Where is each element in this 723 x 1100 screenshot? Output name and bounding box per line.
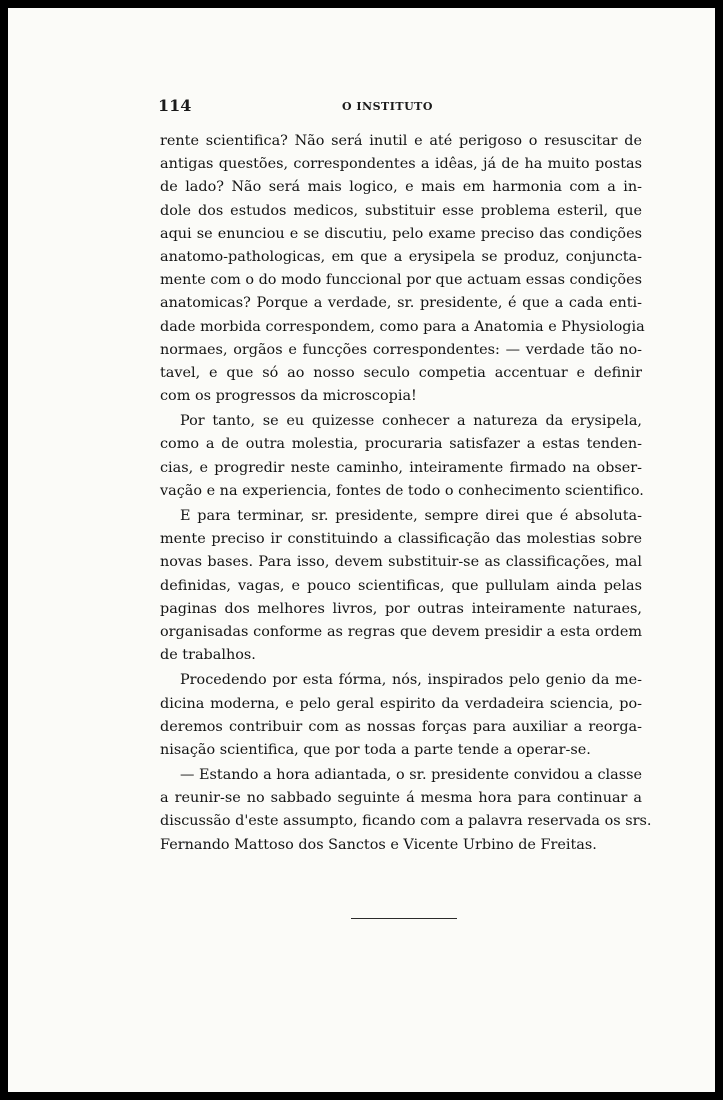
text-line: nisação scientifica, que por toda a parte tende a operar-se. bbox=[160, 741, 591, 758]
text-line: novas bases. Para isso, devem substituir-se as classificações, mal bbox=[160, 554, 642, 571]
text-line: antigas questões, correspondentes a idêas, já de ha muito postas bbox=[160, 156, 642, 173]
text-line: como a de outra molestia, procuraria satisfazer a estas tenden- bbox=[160, 436, 642, 453]
page-sheet bbox=[8, 8, 715, 1092]
text-line: definidas, vagas, e pouco scientificas, que pullulam ainda pelas bbox=[160, 577, 642, 594]
text-line: anatomo-pathologicas, em que a erysipela se produz, conjuncta- bbox=[160, 248, 642, 265]
text-line: mente com o do modo funccional por que actuam essas condições bbox=[160, 272, 642, 289]
text-line: a reunir-se no sabbado seguinte á mesma hora para continuar a bbox=[160, 790, 642, 807]
text-line: rente scientifica? Não será inutil e até perigoso o resuscitar de bbox=[160, 133, 642, 149]
end-rule bbox=[351, 918, 457, 919]
page-number: 114 bbox=[158, 96, 192, 115]
text-line: organisadas conforme as regras que devem presidir a esta ordem bbox=[160, 623, 642, 640]
text-line: cias, e progredir neste caminho, inteiramente firmado na obser- bbox=[160, 459, 642, 476]
text-line: aqui se enunciou e se discutiu, pelo exame preciso das condições bbox=[160, 225, 642, 242]
text-line: dade morbida correspondem, como para a Anatomia e Physiologia bbox=[160, 318, 645, 335]
text-line: — Estando a hora adiantada, o sr. presidente convidou a classe bbox=[180, 767, 642, 784]
text-line: vação e na experiencia, fontes de todo o conhecimento scientifico. bbox=[160, 482, 644, 499]
text-line: dole dos estudos medicos, substituir esse problema esteril, que bbox=[160, 202, 642, 219]
text-line: paginas dos melhores livros, por outras inteiramente naturaes, bbox=[160, 600, 642, 617]
text-line: deremos contribuir com as nossas forças para auxiliar a reorga- bbox=[160, 718, 642, 735]
body-text bbox=[160, 130, 652, 857]
text-line: Fernando Mattoso dos Sanctos e Vicente Urbino de Freitas. bbox=[160, 836, 597, 853]
text-line: anatomicas? Porque a verdade, sr. presidente, é que a cada enti- bbox=[160, 295, 642, 312]
text-line: de lado? Não será mais logico, e mais em harmonia com a in- bbox=[160, 179, 642, 196]
journal-title: O INSTITUTO bbox=[342, 100, 433, 113]
text-line: E para terminar, sr. presidente, sempre direi que é absoluta- bbox=[180, 508, 642, 524]
text-line: Por tanto, se eu quizesse conhecer a natureza da erysipela, bbox=[180, 413, 642, 430]
text-line: mente preciso ir constituindo a classificação das molestias sobre bbox=[160, 531, 642, 548]
text-line: discussão d'este assumpto, ficando com a palavra reservada os srs. bbox=[160, 813, 652, 830]
text-line: com os progressos da microscopia! bbox=[160, 388, 417, 405]
text-line: dicina moderna, e pelo geral espirito da verdadeira sciencia, po- bbox=[160, 695, 642, 712]
text-line: normaes, orgãos e funcções correspondentes: — verdade tão no- bbox=[160, 341, 642, 358]
text-line: Procedendo por esta fórma, nós, inspirados pelo genio da me- bbox=[180, 672, 642, 689]
running-head bbox=[8, 96, 715, 120]
text-line: tavel, e que só ao nosso seculo competia accentuar e definir bbox=[160, 364, 642, 381]
text-line: de trabalhos. bbox=[160, 647, 256, 664]
